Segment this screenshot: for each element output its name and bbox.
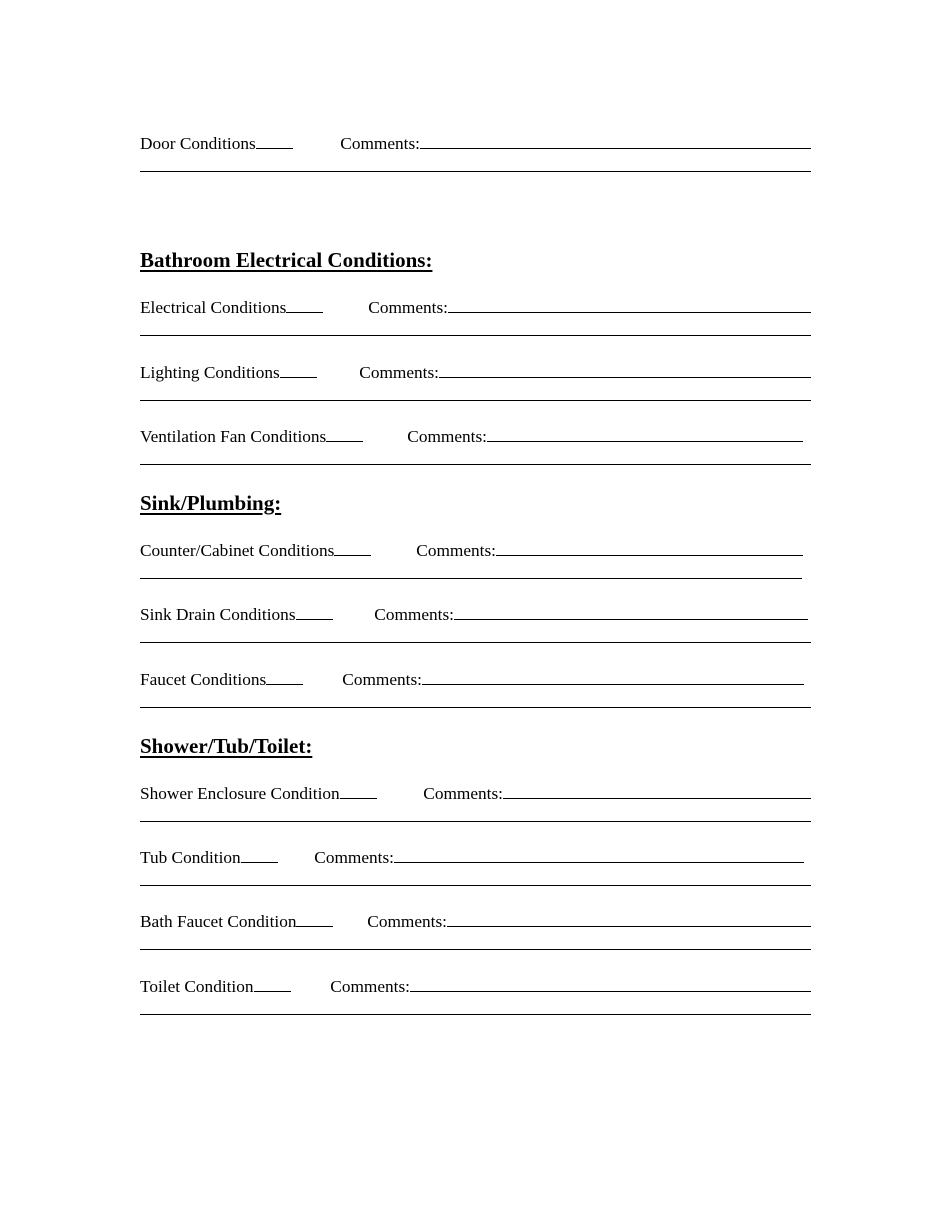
comments-label: Comments: <box>368 298 448 317</box>
comments-label: Comments: <box>314 848 394 867</box>
form-item-toilet-condition <box>140 976 811 1032</box>
form-item-ventilation-fan-conditions <box>140 426 811 482</box>
section-heading-electrical: Bathroom Electrical Conditions: <box>140 248 433 272</box>
item-label: Door Conditions <box>140 134 256 153</box>
comments-line[interactable] <box>487 427 803 442</box>
comments-label: Comments: <box>423 784 503 803</box>
form-item-tub-condition <box>140 847 811 903</box>
form-item-lighting-conditions <box>140 362 811 418</box>
rating-blank[interactable] <box>280 363 317 378</box>
section-heading-shower-tub-toilet: Shower/Tub/Toilet: <box>140 734 313 758</box>
item-label: Lighting Conditions <box>140 363 280 382</box>
rating-blank[interactable] <box>254 977 291 992</box>
comments-label: Comments: <box>340 134 420 153</box>
comments-continuation-line[interactable] <box>140 464 811 465</box>
comments-continuation-line[interactable] <box>140 707 811 708</box>
rating-blank[interactable] <box>266 670 303 685</box>
rating-blank[interactable] <box>256 134 293 149</box>
rating-blank[interactable] <box>326 427 363 442</box>
comments-continuation-line[interactable] <box>140 400 811 401</box>
comments-line[interactable] <box>422 670 804 685</box>
item-label: Toilet Condition <box>140 977 254 996</box>
comments-continuation-line[interactable] <box>140 335 811 336</box>
comments-line[interactable] <box>394 848 804 863</box>
comments-label: Comments: <box>374 605 454 624</box>
comments-line[interactable] <box>439 363 811 378</box>
comments-continuation-line[interactable] <box>140 1014 811 1015</box>
comments-label: Comments: <box>342 670 422 689</box>
form-item-sink-drain-conditions <box>140 604 811 660</box>
comments-label: Comments: <box>416 541 496 560</box>
comments-continuation-line[interactable] <box>140 171 811 172</box>
item-label: Tub Condition <box>140 848 241 867</box>
item-label: Bath Faucet Condition <box>140 912 297 931</box>
item-label: Ventilation Fan Conditions <box>140 427 327 446</box>
comments-continuation-line[interactable] <box>140 642 811 643</box>
form-item-door-conditions <box>140 133 811 189</box>
rating-blank[interactable] <box>334 541 371 556</box>
comments-line[interactable] <box>448 298 811 313</box>
item-label: Shower Enclosure Condition <box>140 784 340 803</box>
item-label: Electrical Conditions <box>140 298 287 317</box>
item-label: Sink Drain Conditions <box>140 605 296 624</box>
rating-blank[interactable] <box>340 784 377 799</box>
form-item-electrical-conditions <box>140 297 811 353</box>
comments-label: Comments: <box>359 363 439 382</box>
item-label: Counter/Cabinet Conditions <box>140 541 335 560</box>
comments-continuation-line[interactable] <box>140 885 811 886</box>
form-item-bath-faucet-condition <box>140 911 811 967</box>
comments-continuation-line[interactable] <box>140 821 811 822</box>
comments-label: Comments: <box>330 977 410 996</box>
comments-continuation-line[interactable] <box>140 578 802 579</box>
comments-line[interactable] <box>410 977 811 992</box>
comments-line[interactable] <box>496 541 803 556</box>
form-item-counter-cabinet-conditions <box>140 540 811 596</box>
comments-line[interactable] <box>503 784 811 799</box>
section-heading-sink-plumbing: Sink/Plumbing: <box>140 491 282 515</box>
comments-line[interactable] <box>420 134 811 149</box>
item-label: Faucet Conditions <box>140 670 267 689</box>
rating-blank[interactable] <box>241 848 278 863</box>
form-item-faucet-conditions <box>140 669 811 725</box>
rating-blank[interactable] <box>296 912 333 927</box>
comments-line[interactable] <box>454 605 808 620</box>
rating-blank[interactable] <box>296 605 333 620</box>
comments-label: Comments: <box>407 427 487 446</box>
comments-label: Comments: <box>367 912 447 931</box>
rating-blank[interactable] <box>286 298 323 313</box>
form-item-shower-enclosure-condition <box>140 783 811 839</box>
comments-line[interactable] <box>447 912 811 927</box>
comments-continuation-line[interactable] <box>140 949 811 950</box>
